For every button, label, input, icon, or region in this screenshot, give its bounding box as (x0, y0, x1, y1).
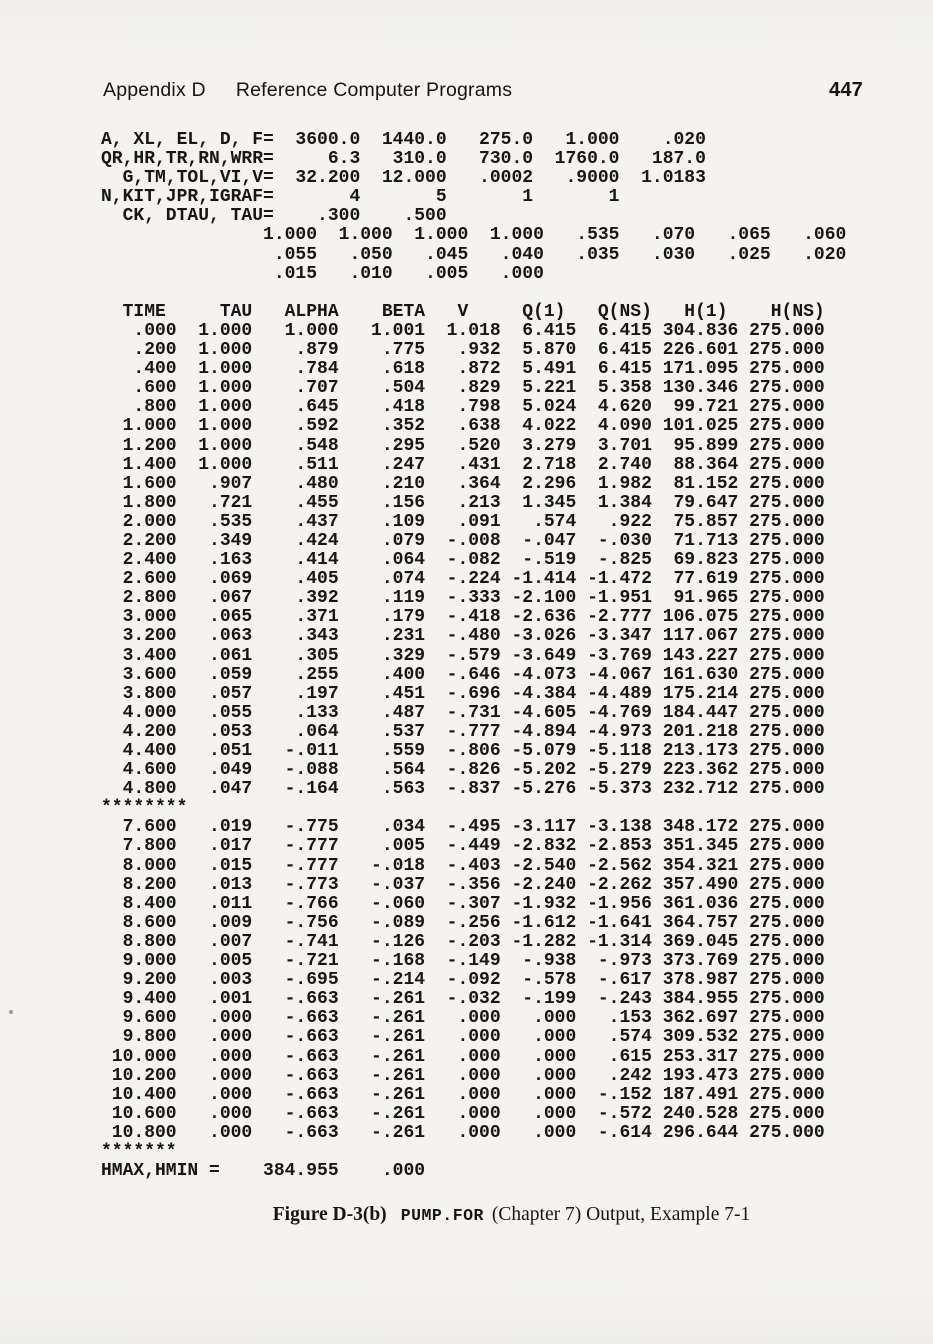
table-row: 3.200 .063 .343 .231 -.480 -3.026 -3.347 117.067 275.000 (101, 626, 825, 647)
table-row: .000 1.000 1.000 1.001 1.018 6.415 6.415 304.836 275.000 (101, 320, 825, 341)
figure-label: Figure D-3(b) (272, 1204, 387, 1225)
program-printout (101, 131, 846, 1181)
scan-artifact-dot (9, 1010, 13, 1014)
table-row: 10.200 .000 -.663 -.261 .000 .000 .242 193.473 275.000 (101, 1065, 825, 1086)
page-number: 447 (829, 79, 863, 101)
hmax-hmin-line: HMAX,HMIN = 384.955 .000 (101, 1161, 426, 1182)
appendix-label: Appendix D (103, 79, 206, 101)
table-row: 9.600 .000 -.663 -.261 .000 .000 .153 362.697 275.000 (101, 1008, 825, 1029)
table-row: 3.400 .061 .305 .329 -.579 -3.649 -3.769 143.227 275.000 (101, 645, 825, 666)
table-row: .600 1.000 .707 .504 .829 5.221 5.358 130.346 275.000 (101, 378, 825, 399)
table-row: 10.000 .000 -.663 -.261 .000 .000 .615 253.317 275.000 (101, 1046, 825, 1067)
table-row: 4.800 .047 -.164 .563 -.837 -5.276 -5.373 232.712 275.000 (101, 779, 825, 800)
table-row: 1.200 1.000 .548 .295 .520 3.279 3.701 95.899 275.000 (101, 435, 825, 456)
table-separator: ******** (101, 798, 188, 819)
tau-curve-line: .015 .010 .005 .000 (101, 263, 544, 284)
blank-line (101, 284, 846, 303)
tau-curve-line: .055 .050 .045 .040 .035 .030 .025 .020 (101, 244, 847, 265)
table-row: 2.400 .163 .414 .064 -.082 -.519 -.825 69.823 275.000 (101, 550, 825, 571)
table-row: 7.600 .019 -.775 .034 -.495 -3.117 -3.138 348.172 275.000 (101, 817, 825, 838)
table-row: 1.600 .907 .480 .210 .364 2.296 1.982 81.152 275.000 (101, 473, 825, 494)
table-row: 10.600 .000 -.663 -.261 .000 .000 -.572 240.528 275.000 (101, 1103, 825, 1124)
table-row: .400 1.000 .784 .618 .872 5.491 6.415 171.095 275.000 (101, 359, 825, 380)
table-header-row: TIME TAU ALPHA BETA V Q(1) Q(NS) H(1) H(NS) (101, 301, 825, 322)
caption-text: (Chapter 7) Output, Example 7-1 (491, 1204, 751, 1225)
chapter-title: Reference Computer Programs (235, 79, 513, 101)
table-row: .800 1.000 .645 .418 .798 5.024 4.620 99.721 275.000 (101, 397, 825, 418)
program-name: PUMP.FOR (400, 1206, 484, 1225)
table-row: 8.200 .013 -.773 -.037 -.356 -2.240 -2.262 357.490 275.000 (101, 874, 825, 895)
table-row: 4.000 .055 .133 .487 -.731 -4.605 -4.769 184.447 275.000 (101, 702, 825, 723)
table-row: 9.400 .001 -.663 -.261 -.032 -.199 -.243 384.955 275.000 (101, 989, 825, 1010)
parameter-line: N,KIT,JPR,IGRAF= 4 5 1 1 (101, 187, 620, 208)
table-row: 8.600 .009 -.756 -.089 -.256 -1.612 -1.641 364.757 275.000 (101, 912, 825, 933)
table-row: 2.800 .067 .392 .119 -.333 -2.100 -1.951 91.965 275.000 (101, 588, 825, 609)
table-row: 8.400 .011 -.766 -.060 -.307 -1.932 -1.956 361.036 275.000 (101, 893, 825, 914)
table-row: 3.600 .059 .255 .400 -.646 -4.073 -4.067 161.630 275.000 (101, 664, 825, 685)
table-row: 2.600 .069 .405 .074 -.224 -1.414 -1.472 77.619 275.000 (101, 569, 825, 590)
tau-curve-line: 1.000 1.000 1.000 1.000 .535 .070 .065 .060 (101, 225, 847, 246)
table-row: 10.800 .000 -.663 -.261 .000 .000 -.614 296.644 275.000 (101, 1122, 825, 1143)
table-row: 8.800 .007 -.741 -.126 -.203 -1.282 -1.314 369.045 275.000 (101, 931, 825, 952)
table-row: 3.000 .065 .371 .179 -.418 -2.636 -2.777 106.075 275.000 (101, 607, 825, 628)
table-row: 9.800 .000 -.663 -.261 .000 .000 .574 309.532 275.000 (101, 1027, 825, 1048)
table-row: 4.200 .053 .064 .537 -.777 -4.894 -4.973 201.218 275.000 (101, 721, 825, 742)
table-row: 3.800 .057 .197 .451 -.696 -4.384 -4.489 175.214 275.000 (101, 683, 825, 704)
table-row: 1.000 1.000 .592 .352 .638 4.022 4.090 101.025 275.000 (101, 416, 825, 437)
figure-caption (0, 1204, 933, 1226)
parameter-line: A, XL, EL, D, F= 3600.0 1440.0 275.0 1.000 .020 (101, 130, 706, 150)
parameter-line: G,TM,TOL,VI,V= 32.200 12.000 .0002 .9000 1.0183 (101, 168, 706, 189)
table-row: 10.400 .000 -.663 -.261 .000 .000 -.152 187.491 275.000 (101, 1084, 825, 1105)
table-row: 1.800 .721 .455 .156 .213 1.345 1.384 79.647 275.000 (101, 492, 825, 513)
table-row: 1.400 1.000 .511 .247 .431 2.718 2.740 88.364 275.000 (101, 454, 825, 475)
table-row: .200 1.000 .879 .775 .932 5.870 6.415 226.601 275.000 (101, 340, 825, 361)
table-row: 9.200 .003 -.695 -.214 -.092 -.578 -.617 378.987 275.000 (101, 970, 825, 991)
table-row: 8.000 .015 -.777 -.018 -.403 -2.540 -2.562 354.321 275.000 (101, 855, 825, 876)
parameter-line: CK, DTAU, TAU= .300 .500 (101, 206, 447, 227)
table-row: 4.600 .049 -.088 .564 -.826 -5.202 -5.279 223.362 275.000 (101, 760, 825, 781)
table-row: 2.200 .349 .424 .079 -.008 -.047 -.030 71.713 275.000 (101, 530, 825, 551)
page-header (103, 79, 863, 102)
table-row: 9.000 .005 -.721 -.168 -.149 -.938 -.973 373.769 275.000 (101, 951, 825, 972)
table-separator: ******* (101, 1141, 177, 1162)
parameter-line: QR,HR,TR,RN,WRR= 6.3 310.0 730.0 1760.0 187.0 (101, 149, 706, 170)
table-row: 2.000 .535 .437 .109 .091 .574 .922 75.857 275.000 (101, 511, 825, 532)
table-row: 7.800 .017 -.777 .005 -.449 -2.832 -2.853 351.345 275.000 (101, 836, 825, 857)
table-row: 4.400 .051 -.011 .559 -.806 -5.079 -5.118 213.173 275.000 (101, 741, 825, 761)
